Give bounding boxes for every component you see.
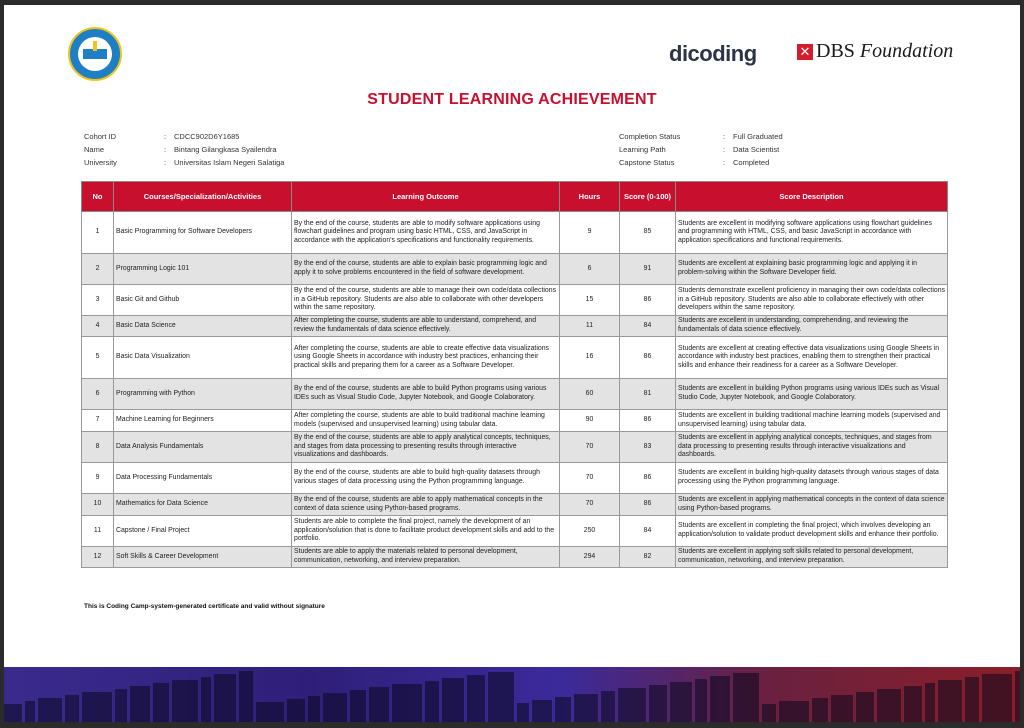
- info-value: Data Scientist: [733, 145, 780, 154]
- col-header-course: Courses/Specialization/Activities: [114, 182, 292, 212]
- cell-course: Mathematics for Data Science: [114, 494, 292, 516]
- table-row: [82, 494, 948, 516]
- table-row: [82, 337, 948, 379]
- cell-course: Soft Skills & Career Development: [114, 547, 292, 568]
- cell-description: Students are excellent at creating effective data visualizations using Google Sheets in accordance with industry best practices, enabling them to strengthen their practical skills and enhance their readiness for a career as a Software Developer.: [676, 337, 948, 379]
- cell-course: Basic Data Visualization: [114, 337, 292, 379]
- table-row: [82, 285, 948, 316]
- cell-description: Students are excellent in applying analytical concepts, techniques, and stages from data processing to presenting results through interactive visualizations and dashboards.: [676, 432, 948, 463]
- cell-description: Students are excellent in modifying software applications using flowchart guidelines and programming with HTML, CSS, and basic JavaScript in accordance with application specifications and functional requirements.: [676, 212, 948, 254]
- cell-course: Data Processing Fundamentals: [114, 463, 292, 494]
- cell-no: 11: [82, 516, 114, 547]
- cell-description: Students are excellent in applying soft skills related to personal development, communication, networking, and interview preparation.: [676, 547, 948, 568]
- cell-outcome: After completing the course, students are able to understand, comprehend, and review the fundamentals of data science effectively.: [292, 316, 560, 337]
- table-row: [82, 432, 948, 463]
- col-header-no: No: [82, 182, 114, 212]
- cell-outcome: Students are able to apply the materials related to personal development, communication, networking, and interview preparation.: [292, 547, 560, 568]
- cell-no: 1: [82, 212, 114, 254]
- info-row: [84, 156, 284, 169]
- cell-score: 86: [620, 337, 676, 379]
- cell-course: Basic Git and Github: [114, 285, 292, 316]
- cell-course: Data Analysis Fundamentals: [114, 432, 292, 463]
- cell-score: 86: [620, 494, 676, 516]
- cell-no: 4: [82, 316, 114, 337]
- page-title: STUDENT LEARNING ACHIEVEMENT: [367, 91, 657, 108]
- table-row: [82, 212, 948, 254]
- info-value: CDCC902D6Y1685: [174, 132, 240, 141]
- cell-no: 8: [82, 432, 114, 463]
- cell-outcome: By the end of the course, students are able to apply analytical concepts, techniques, and stages from data processing to presenting results through interactive visualizations and dashboards.: [292, 432, 560, 463]
- cell-course: Machine Learning for Beginners: [114, 410, 292, 432]
- col-header-description: Score Description: [676, 182, 948, 212]
- cell-outcome: After completing the course, students are able to build traditional machine learning models (supervised and unsupervised learning) using tabular data.: [292, 410, 560, 432]
- info-separator: :: [723, 158, 726, 167]
- cell-description: Students are excellent in building Python programs using various IDEs such as Visual Studio Code, Jupyter Notebook, and Google Colaboratory.: [676, 379, 948, 410]
- cell-hours: 60: [560, 379, 620, 410]
- cell-outcome: By the end of the course, students are able to manage their own code/data collections in a GitHub repository. Students are also able to collaborate with other developers within the same repository.: [292, 285, 560, 316]
- info-value: Bintang Gilangkasa Syailendra: [174, 145, 277, 154]
- info-row: [619, 130, 783, 143]
- cell-course: Capstone / Final Project: [114, 516, 292, 547]
- cell-no: 2: [82, 254, 114, 285]
- cell-hours: 70: [560, 494, 620, 516]
- info-separator: :: [723, 132, 726, 141]
- info-value: Completed: [733, 158, 770, 167]
- col-header-outcome: Learning Outcome: [292, 182, 560, 212]
- cell-outcome: By the end of the course, students are able to build Python programs using various IDEs such as Visual Studio Code, Jupyter Notebook, and Google Colaboratory.: [292, 379, 560, 410]
- dbs-mark-icon: ✕: [797, 44, 813, 60]
- table-row: [82, 463, 948, 494]
- achievement-table: [81, 181, 948, 568]
- cell-no: 10: [82, 494, 114, 516]
- table-row: [82, 316, 948, 337]
- cell-hours: 70: [560, 432, 620, 463]
- cell-description: Students demonstrate excellent proficiency in managing their own code/data collections in a GitHub repository. Students are also able to collaborate effectively with other developers within the same repository.: [676, 285, 948, 316]
- col-header-hours: Hours: [560, 182, 620, 212]
- dbs-foundation-logo: ✕ DBS Foundation: [797, 40, 953, 63]
- info-separator: :: [164, 132, 167, 141]
- table-row: [82, 379, 948, 410]
- cell-score: 85: [620, 212, 676, 254]
- info-row: [619, 143, 783, 156]
- cell-description: Students are excellent in completing the final project, which involves developing an application/solution to validate product development skills and enhance their portfolio.: [676, 516, 948, 547]
- info-row: [619, 156, 783, 169]
- cell-description: Students are excellent in understanding, comprehending, and reviewing the fundamentals of data science effectively.: [676, 316, 948, 337]
- col-header-score: Score (0-100): [620, 182, 676, 212]
- info-value: Full Graduated: [733, 132, 783, 141]
- info-label: Name: [84, 145, 105, 154]
- info-separator: :: [723, 145, 726, 154]
- student-info: [84, 130, 284, 169]
- cell-score: 82: [620, 547, 676, 568]
- cell-score: 91: [620, 254, 676, 285]
- cell-course: Programming with Python: [114, 379, 292, 410]
- cell-course: Basic Data Science: [114, 316, 292, 337]
- cell-hours: 15: [560, 285, 620, 316]
- info-label: Completion Status: [619, 132, 681, 141]
- cell-description: Students are excellent in building traditional machine learning models (supervised and unsupervised learning) using tabular data.: [676, 410, 948, 432]
- cell-no: 5: [82, 337, 114, 379]
- table-header-row: [82, 182, 948, 212]
- footnote: This is Coding Camp-system-generated certificate and valid without signature: [84, 603, 325, 610]
- cell-hours: 6: [560, 254, 620, 285]
- cell-description: Students are excellent at explaining basic programming logic and applying it in problem-solving within the Software Developer field.: [676, 254, 948, 285]
- cell-score: 86: [620, 410, 676, 432]
- cell-outcome: By the end of the course, students are able to apply mathematical concepts in the context of data science using Python-based programs.: [292, 494, 560, 516]
- cell-outcome: Students are able to complete the final project, namely the development of an application/solution that is done to facilitate product development skills and add to the portfolio.: [292, 516, 560, 547]
- table-row: [82, 516, 948, 547]
- dicoding-logo: dicoding: [669, 41, 757, 66]
- cell-score: 84: [620, 516, 676, 547]
- cell-no: 6: [82, 379, 114, 410]
- cell-hours: 90: [560, 410, 620, 432]
- cell-score: 84: [620, 316, 676, 337]
- cell-score: 86: [620, 463, 676, 494]
- info-label: Capstone Status: [619, 158, 675, 167]
- info-label: Learning Path: [619, 145, 666, 154]
- cell-description: Students are excellent in applying mathematical concepts in the context of data science using Python-based programs.: [676, 494, 948, 516]
- completion-info: [619, 130, 783, 169]
- ministry-emblem-logo: [68, 27, 122, 81]
- cell-outcome: By the end of the course, students are able to modify software applications using flowchart guidelines and program using basic HTML, CSS, and JavaScript in accordance with the application's specifications and functionality requirements.: [292, 212, 560, 254]
- info-row: [84, 143, 284, 156]
- table-row: [82, 254, 948, 285]
- certificate-page: [4, 5, 1020, 722]
- table-row: [82, 410, 948, 432]
- cell-score: 81: [620, 379, 676, 410]
- info-separator: :: [164, 145, 167, 154]
- cell-no: 12: [82, 547, 114, 568]
- info-row: [84, 130, 284, 143]
- info-separator: :: [164, 158, 167, 167]
- cell-hours: 16: [560, 337, 620, 379]
- cell-course: Programming Logic 101: [114, 254, 292, 285]
- city-skyline-banner: [4, 667, 1020, 722]
- info-label: Cohort ID: [84, 132, 117, 141]
- cell-outcome: By the end of the course, students are able to build high-quality datasets through various stages of data processing using the Python programming language.: [292, 463, 560, 494]
- cell-hours: 250: [560, 516, 620, 547]
- cell-description: Students are excellent in building high-quality datasets through various stages of data processing using the Python programming language.: [676, 463, 948, 494]
- cell-score: 86: [620, 285, 676, 316]
- cell-no: 9: [82, 463, 114, 494]
- cell-hours: 9: [560, 212, 620, 254]
- cell-no: 3: [82, 285, 114, 316]
- cell-course: Basic Programming for Software Developers: [114, 212, 292, 254]
- cell-outcome: By the end of the course, students are able to explain basic programming logic and apply it to solve problems encountered in the field of software development.: [292, 254, 560, 285]
- cell-hours: 294: [560, 547, 620, 568]
- info-value: Universitas Islam Negeri Salatiga: [174, 158, 285, 167]
- cell-no: 7: [82, 410, 114, 432]
- cell-hours: 70: [560, 463, 620, 494]
- info-label: University: [84, 158, 117, 167]
- cell-hours: 11: [560, 316, 620, 337]
- cell-outcome: After completing the course, students are able to create effective data visualizations using Google Sheets in accordance with industry best practices, enhancing their practical skills and preparing them for a career as a Software Developer.: [292, 337, 560, 379]
- table-row: [82, 547, 948, 568]
- cell-score: 83: [620, 432, 676, 463]
